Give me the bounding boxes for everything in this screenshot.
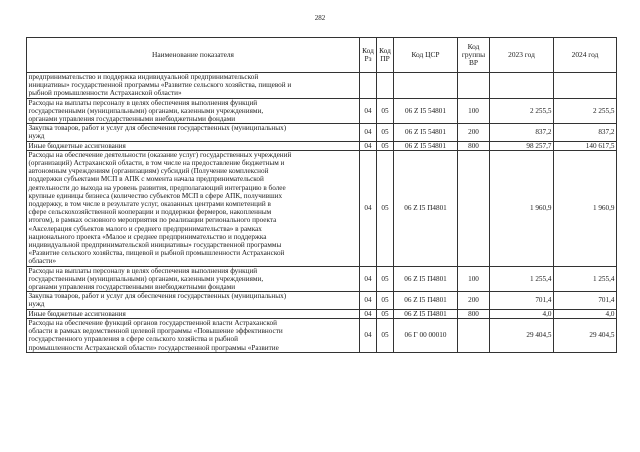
row-2024: 4,0 (554, 309, 617, 318)
row-csr: 06 Z I5 54801 (394, 98, 458, 124)
row-name: Иные бюджетные ассигнования (27, 309, 360, 318)
table-row (27, 124, 617, 141)
row-rz (360, 73, 377, 99)
row-csr: 06 Z I5 П4801 (394, 292, 458, 309)
row-2023: 1 960,9 (490, 150, 554, 266)
row-pr: 05 (377, 98, 394, 124)
row-pr: 05 (377, 124, 394, 141)
row-csr: 06 Z I5 54801 (394, 124, 458, 141)
row-vr (458, 150, 490, 266)
header-vr: Код группы ВР (458, 38, 490, 73)
row-name: Расходы на выплаты персоналу в целях обеспечения выполнения функций государственными (муниципальными) органами, казенными учреждениями, органами управления государственными внебюджетными фондами (27, 266, 360, 292)
row-vr (458, 73, 490, 99)
row-csr (394, 73, 458, 99)
row-vr: 200 (458, 124, 490, 141)
row-name: предпринимательство и поддержка индивидуальной предпринимательской инициативы» государственной программы «Развитие сельского хозяйства, пищевой и рыбной промышленности Астраханской области» (27, 73, 360, 99)
table-row (27, 98, 617, 124)
row-name: Закупка товаров, работ и услуг для обеспечения государственных (муниципальных) нужд (27, 292, 360, 309)
row-rz: 04 (360, 266, 377, 292)
row-pr: 05 (377, 266, 394, 292)
row-name: Расходы на обеспечение функций органов государственной власти Астраханской области в рамках ведомственной целевой программы «Повышение эффективности государственного управления в сфере сельского хозяйства и рыбной промышленности Астраханской области» государственной программы «Развитие (27, 318, 360, 352)
row-2023: 29 404,5 (490, 318, 554, 352)
row-vr: 800 (458, 309, 490, 318)
row-rz: 04 (360, 98, 377, 124)
table-row (27, 318, 617, 352)
row-rz: 04 (360, 292, 377, 309)
row-2023: 837,2 (490, 124, 554, 141)
header-csr: Код ЦСР (394, 38, 458, 73)
row-rz: 04 (360, 124, 377, 141)
table-row (27, 150, 617, 266)
row-csr: 06 Г 00 00010 (394, 318, 458, 352)
row-2024 (554, 73, 617, 99)
table-row (27, 141, 617, 150)
table-row (27, 73, 617, 99)
row-2024: 1 960,9 (554, 150, 617, 266)
table-row (27, 309, 617, 318)
row-2024: 140 617,5 (554, 141, 617, 150)
row-name: Закупка товаров, работ и услуг для обеспечения государственных (муниципальных) нужд (27, 124, 360, 141)
row-2023 (490, 73, 554, 99)
row-name: Иные бюджетные ассигнования (27, 141, 360, 150)
row-2023: 701,4 (490, 292, 554, 309)
row-vr: 100 (458, 266, 490, 292)
row-2023: 2 255,5 (490, 98, 554, 124)
row-vr: 200 (458, 292, 490, 309)
row-vr: 100 (458, 98, 490, 124)
header-pr: Код ПР (377, 38, 394, 73)
page-number: 282 (314, 14, 326, 22)
row-2024: 1 255,4 (554, 266, 617, 292)
row-pr: 05 (377, 150, 394, 266)
row-csr: 06 Z I5 П4801 (394, 150, 458, 266)
row-rz: 04 (360, 309, 377, 318)
row-name: Расходы на обеспечение деятельности (оказание услуг) государственных учреждений (организаций) Астраханской области, в том числе на предоставление бюджетным и автономным учреждениям (организациям) субсидий (Получение комплексной поддержки субъектами МСП в АПК с момента начала предпринимательской деятельности до выхода на уровень развития, предполагающий интеграцию в более крупные единицы бизнеса (количество субъектов МСП в сфере АПК, получивших поддержку, в том числе в результате услуг, оказанных центрами компетенций в сфере сельскохозяйственной кооперации и поддержки фермеров, накопленным итогом), в рамках основного мероприятия по реализации регионального проекта «Акселерация субъектов малого и среднего предпринимательства» в рамках национального проекта «Малое и среднее предпринимательство и поддержка индивидуальной предпринимательской инициативы» государственной программы «Развитие сельского хозяйства, пищевой и рыбной промышленности Астраханской области» (27, 150, 360, 266)
header-2024: 2024 год (554, 38, 617, 73)
row-rz: 04 (360, 141, 377, 150)
row-2024: 2 255,5 (554, 98, 617, 124)
row-csr: 06 Z I5 П4801 (394, 309, 458, 318)
row-2024: 701,4 (554, 292, 617, 309)
row-pr: 05 (377, 292, 394, 309)
row-pr: 05 (377, 141, 394, 150)
row-2024: 29 404,5 (554, 318, 617, 352)
row-name: Расходы на выплаты персоналу в целях обеспечения выполнения функций государственными (муниципальными) органами, казенными учреждениями, органами управления государственными внебюджетными фондами (27, 98, 360, 124)
row-vr: 800 (458, 141, 490, 150)
row-2023: 4,0 (490, 309, 554, 318)
row-pr (377, 73, 394, 99)
row-vr (458, 318, 490, 352)
table-header-row (27, 38, 617, 73)
row-2023: 98 257,7 (490, 141, 554, 150)
header-rz: Код Рз (360, 38, 377, 73)
table-row (27, 292, 617, 309)
header-name: Наименование показателя (27, 38, 360, 73)
header-2023: 2023 год (490, 38, 554, 73)
row-csr: 06 Z I5 П4801 (394, 266, 458, 292)
row-csr: 06 Z I5 54801 (394, 141, 458, 150)
table-row (27, 266, 617, 292)
row-rz: 04 (360, 318, 377, 352)
budget-table (26, 37, 617, 353)
row-2023: 1 255,4 (490, 266, 554, 292)
row-pr: 05 (377, 309, 394, 318)
row-pr: 05 (377, 318, 394, 352)
row-2024: 837,2 (554, 124, 617, 141)
row-rz: 04 (360, 150, 377, 266)
